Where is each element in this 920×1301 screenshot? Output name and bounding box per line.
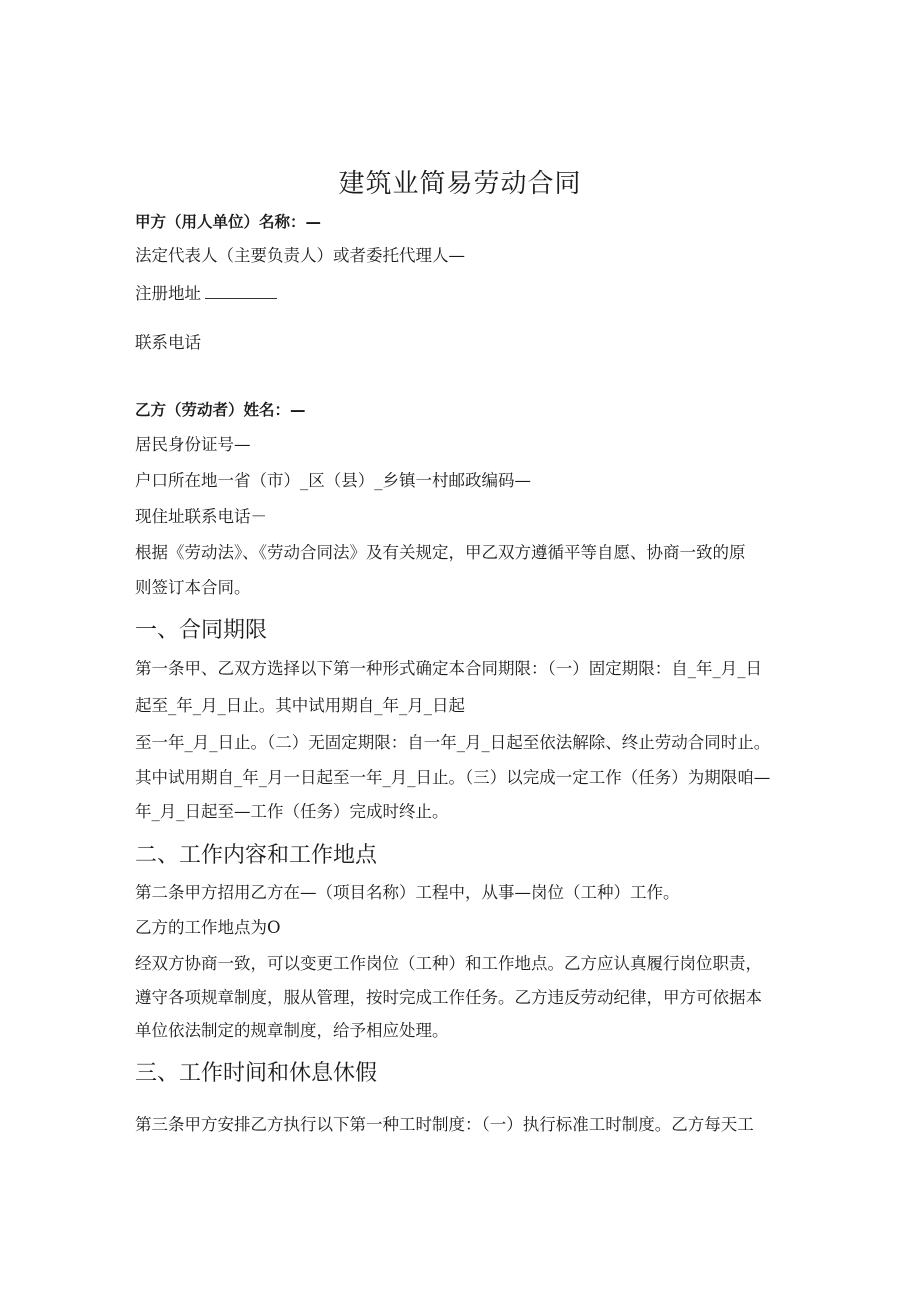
party-a-phone: 联系电话 xyxy=(135,333,201,352)
section2-line: 第二条甲方招用乙方在—（项目名称）工程中，从事—岗位（工种）工作。 xyxy=(135,883,680,902)
section1-line: 其中试用期自_年_月一日起至一年_月_日止。（三）以完成一定工作（任务）为期限咱— xyxy=(135,768,771,787)
section1-line: 至一年_月_日止。（二）无固定期限：自一年_月_日起至依法解除、终止劳动合同时止。 xyxy=(135,733,771,752)
section-heading-work: 二、工作内容和工作地点 xyxy=(135,843,378,868)
party-b-current-address: 现住址联系电话－ xyxy=(135,507,267,526)
party-b-name: 乙方（劳动者）姓名：— xyxy=(135,401,306,419)
section3-line: 第三条甲方安排乙方执行以下第一种工时制度：（一）执行标准工时制度。乙方每天工 xyxy=(135,1115,754,1134)
party-a-name: 甲方（用人单位）名称：— xyxy=(135,213,322,231)
address-blank-line xyxy=(205,284,277,299)
section-heading-hours: 三、工作时间和休息休假 xyxy=(135,1061,378,1086)
section1-line: 起至_年_月_日止。其中试用期自_年_月_日起 xyxy=(135,696,465,715)
preamble-line: 根据《劳动法》、《劳动合同法》及有关规定，甲乙双方遵循平等自愿、协商一致的原 xyxy=(135,543,746,562)
party-b-id-number: 居民身份证号— xyxy=(135,435,251,454)
preamble-line: 则签订本合同。 xyxy=(135,578,251,597)
party-a-address xyxy=(135,283,277,305)
party-b-household: 户口所在地一省（市）_区（县）_乡镇一村邮政编码— xyxy=(135,471,531,490)
section2-line: 遵守各项规章制度，服从管理，按时完成工作任务。乙方违反劳动纪律，甲方可依据本 xyxy=(135,988,762,1007)
party-a-address-label: 注册地址 xyxy=(135,284,201,303)
section2-line: 经双方协商一致，可以变更工作岗位（工种）和工作地点。乙方应认真履行岗位职责， xyxy=(135,954,762,973)
party-a-representative: 法定代表人（主要负责人）或者委托代理人— xyxy=(135,246,465,265)
section2-line: 单位依法制定的规章制度，给予相应处理。 xyxy=(135,1021,449,1040)
section2-line: 乙方的工作地点为O xyxy=(135,918,281,937)
section1-line: 第一条甲、乙双方选择以下第一种形式确定本合同期限：（一）固定期限：自_年_月_日 xyxy=(135,659,762,678)
page-title: 建筑业简易劳动合同 xyxy=(338,169,582,199)
section-heading-term: 一、合同期限 xyxy=(135,618,268,643)
section1-line: 年_月_日起至—工作（任务）完成时终止。 xyxy=(135,802,449,821)
